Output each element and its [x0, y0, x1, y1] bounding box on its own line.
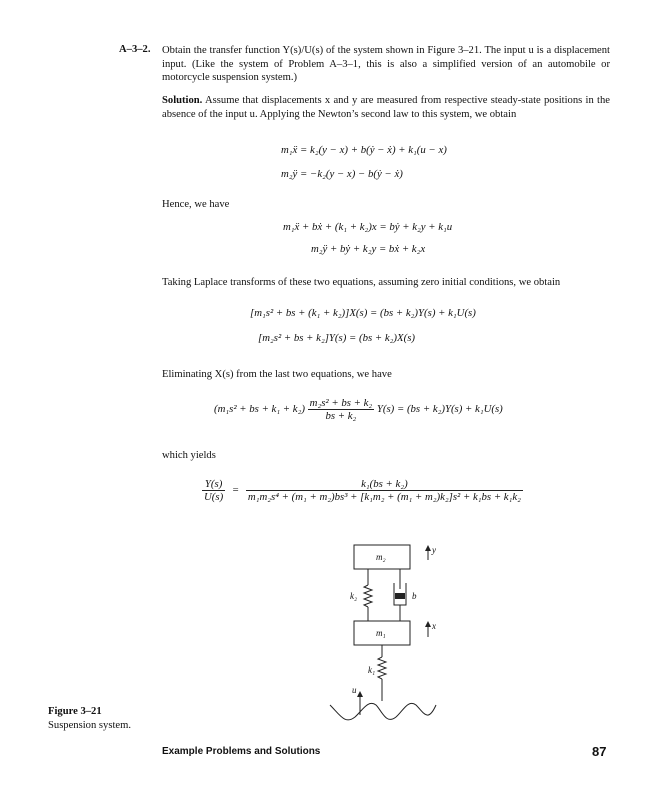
hence-text: Hence, we have [162, 199, 230, 210]
equation-5-rhs [246, 478, 523, 503]
laplace-text: Taking Laplace transforms of these two equations, assuming zero initial conditions, we obtain [162, 277, 561, 288]
label-x: x [432, 621, 436, 631]
label-m1: m₁ [376, 628, 386, 638]
equation-1a: m₁ẍ = k₂(y − x) + b(ẏ − ẋ) + k₁(u − x) [281, 144, 447, 156]
spring-k1 [378, 645, 386, 701]
equation-5 [202, 478, 523, 503]
yields-text: which yields [162, 450, 216, 461]
arrow-u-icon [357, 691, 363, 697]
equation-4-denominator: bs + k₂ [325, 410, 357, 422]
problem-number: A–3–2. [119, 44, 151, 55]
spring-k2 [364, 569, 372, 621]
equation-4-numerator: m₂s² + bs + k₂ [309, 397, 373, 409]
damper-piston [395, 593, 405, 599]
page-number: 87 [592, 744, 607, 759]
figure-label: Figure 3–21 [48, 706, 102, 717]
equation-4-left: (m₁s² + bs + k₁ + k₂) [214, 402, 305, 415]
eliminating-text: Eliminating X(s) from the last two equations, we have [162, 369, 392, 380]
equation-4-right: Y(s) = (bs + k₂)Y(s) + k₁U(s) [376, 402, 503, 415]
equation-2b: m₂ÿ + bẏ + k₂y = bẋ + k₂x [311, 243, 426, 255]
equation-4-fraction [308, 397, 375, 422]
solution-label: Solution. [162, 95, 203, 106]
equation-3a: [m₁s² + bs + (k₁ + k₂)]X(s) = (bs + k₂)Y(s) + k₁U(s) [250, 307, 476, 319]
figure-caption [48, 705, 131, 732]
equation-5-lhs-denominator: U(s) [204, 491, 224, 503]
solution-intro [162, 94, 610, 121]
label-k1: k₁ [368, 665, 376, 675]
footer-section-title: Example Problems and Solutions [162, 746, 321, 757]
arrow-y-icon [425, 545, 431, 551]
figure-caption-text: Suspension system. [48, 719, 131, 731]
equation-5-rhs-denominator: m₁m₂s⁴ + (m₁ + m₂)bs³ + [k₁m₂ + (m₁ + m₂)k₂]s² + k₁bs + k₁k₂ [247, 491, 521, 503]
label-u: u [352, 685, 357, 695]
equation-5-rhs-numerator: k₁(bs + k₂) [246, 478, 523, 491]
equation-5-lhs [202, 478, 225, 503]
equation-5-lhs-numerator: Y(s) [202, 478, 225, 491]
solution-intro-text: Assume that displacements x and y are measured from respective steady-state positions in the absence of the input u. Applying the Newton’s second law to this system, we obtain [162, 95, 610, 120]
problem-statement: Obtain the transfer function Y(s)/U(s) of the system shown in Figure 3–21. The input u is a displacement input. (Like the system of Problem A–3–1, this is also a simplified version of an automobile or motorcycle suspension system.) [162, 45, 610, 84]
equation-5-equals: = [231, 483, 240, 496]
equation-1b: m₂ÿ = −k₂(y − x) − b(ẏ − ẋ) [281, 168, 403, 180]
label-k2: k₂ [350, 591, 358, 601]
label-m2: m₂ [376, 552, 386, 562]
label-b: b [412, 591, 417, 601]
equation-4 [214, 397, 503, 422]
equation-2a: m₁ẍ + bẋ + (k₁ + k₂)x = bẏ + k₂y + k₁u [283, 221, 453, 233]
suspension-diagram [300, 535, 460, 735]
arrow-x-icon [425, 621, 431, 627]
label-y: y [432, 545, 436, 555]
equation-3b: [m₂s² + bs + k₂]Y(s) = (bs + k₂)X(s) [258, 332, 415, 344]
road-profile [330, 703, 436, 720]
